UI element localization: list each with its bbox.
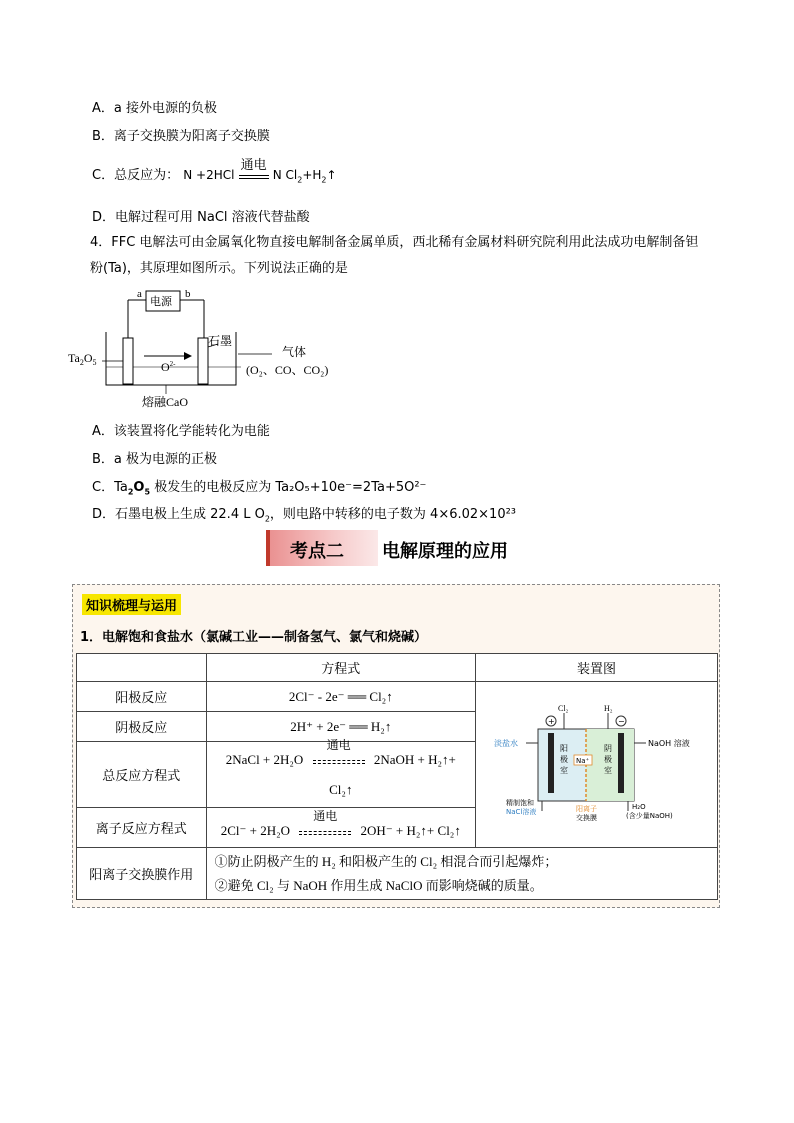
section-tag: 考点二 xyxy=(290,541,344,562)
membrane-label-2: 交换膜 xyxy=(576,813,598,822)
cathode-electrode xyxy=(618,733,624,793)
cathode-room-fill xyxy=(586,729,634,801)
knowledge-heading: 1．电解饱和食盐水（氯碱工业——制备氢气、氯气和烧碱） xyxy=(80,630,428,645)
graphite-electrode xyxy=(198,338,208,384)
row-membrane-function xyxy=(206,848,717,900)
q3-c-condition: 通电 xyxy=(239,169,269,179)
q4-stem-line2: 粉(Ta)，其原理如图所示。下列说法正确的是 xyxy=(90,261,348,276)
row-label-cathode: 阴极反应 xyxy=(77,712,207,742)
cathode-room-2: 极 xyxy=(604,754,613,764)
anode-electrode xyxy=(548,733,554,793)
ionic-condition: 通电 xyxy=(299,817,351,835)
knowledge-badge: 知识梳理与运用 xyxy=(82,594,181,615)
sat-nacl-label-1: 精制饱和 xyxy=(506,798,535,807)
power-label: 电源 xyxy=(150,296,172,308)
oxide-ion-label: $O^{2-}$ xyxy=(161,360,176,374)
water-label-1: H₂O xyxy=(632,802,647,811)
naoh-solution-label: NaOH 溶液 xyxy=(648,738,691,748)
q4-stem-line1: 4．FFC 电解法可由金属氧化物直接电解制备金属单质，西北稀有金属材料研究院利用此法成功电解制备钽 xyxy=(90,235,699,250)
label-b: b xyxy=(185,288,191,300)
table-header-apparatus: 装置图 xyxy=(475,654,717,682)
q3-c-left: N +2HCl xyxy=(183,168,235,182)
table-row xyxy=(77,848,718,900)
minus-sign: − xyxy=(618,716,626,726)
anode-room-1: 阳 xyxy=(560,743,569,753)
dilute-brine-label: 淡盐水 xyxy=(494,738,519,748)
na-ion-label: Na⁺ xyxy=(576,756,590,765)
q4-option-c: C．$Ta_2O_5$ 极发生的电极反应为 Ta₂O₅+10e⁻=2Ta+5O²⁻ xyxy=(92,480,427,497)
q3-option-c xyxy=(92,158,337,185)
row-eq-anode: 2Cl⁻ - 2e⁻ ══ Cl₂↑ xyxy=(206,682,475,712)
brine-electrolysis-apparatus xyxy=(476,703,716,827)
ta2o5-label: $Ta_2O_5$ xyxy=(68,351,97,367)
membrane-function-2: ②避免 Cl₂ 与 NaOH 作用生成 NaClO 而影响烧碱的质量。 xyxy=(214,877,543,893)
q3-c-right: N $Cl_2+H_2↑$ xyxy=(272,168,337,185)
q3-option-b: B．离子交换膜为阳离子交换膜 xyxy=(92,129,270,144)
q4-option-d: D．石墨电极上生成 22.4 L $O_2$，则电路中转移的电子数为 4×6.02×10²³ xyxy=(92,507,517,524)
label-a: a xyxy=(137,288,142,300)
table-header-empty xyxy=(77,654,207,682)
q4-stem xyxy=(90,230,730,282)
anode-room-3: 室 xyxy=(560,765,569,775)
cl2-label: Cl₂ xyxy=(558,703,569,713)
row-label-ionic: 离子反应方程式 xyxy=(77,808,207,848)
total-condition: 通电 xyxy=(313,746,365,764)
water-label-2: (含少量NaOH) xyxy=(626,811,674,820)
plus-sign: + xyxy=(548,716,556,726)
q3-option-d: D．电解过程可用 NaCl 溶液代替盐酸 xyxy=(92,210,310,225)
electrolysis-table xyxy=(76,653,718,900)
membrane-label-1: 阳离子 xyxy=(576,804,598,813)
q3-option-a: A．a 接外电源的负极 xyxy=(92,101,217,116)
molten-cao-label: 熔融CaO xyxy=(142,395,188,409)
row-eq-ionic: 2Cl⁻ + 2H₂O 通电 2OH⁻ + H₂↑+ Cl₂↑ xyxy=(206,808,475,848)
gas-label: 气体 xyxy=(282,345,307,359)
table-row xyxy=(77,682,718,712)
section-title: 电解原理的应用 xyxy=(382,541,508,562)
table-header-equation: 方程式 xyxy=(206,654,475,682)
table-header-row xyxy=(77,654,718,682)
sat-nacl-label-2: NaCl溶液 xyxy=(506,807,537,816)
cathode-room-3: 室 xyxy=(604,765,613,775)
row-label-anode: 阳极反应 xyxy=(77,682,207,712)
membrane-function-1: ①防止阴极产生的 H₂ 和阳极产生的 Cl₂ 相混合而引起爆炸； xyxy=(214,853,558,869)
ta2o5-electrode xyxy=(123,338,133,384)
q4-option-a: A．该装置将化学能转化为电能 xyxy=(92,424,270,439)
apparatus-cell xyxy=(475,682,717,848)
row-label-membrane: 阳离子交换膜作用 xyxy=(77,848,207,900)
anode-room-2: 极 xyxy=(560,754,569,764)
row-eq-total: 2NaCl + 2H₂O 通电 2NaOH + H₂↑+ Cl₂↑ xyxy=(206,742,475,808)
cathode-room-1: 阴 xyxy=(604,743,613,753)
h2-label: H₂ xyxy=(604,703,614,713)
row-label-total: 总反应方程式 xyxy=(77,742,207,808)
q3-c-prefix: C．总反应为： xyxy=(92,168,180,183)
row-eq-cathode: 2H⁺ + 2e⁻ ══ H₂↑ xyxy=(206,712,475,742)
section-tag-bar xyxy=(266,530,270,566)
ffc-electrolysis-diagram xyxy=(66,282,366,412)
graphite-label: 石墨 xyxy=(208,334,233,348)
ion-arrow-icon xyxy=(184,352,192,360)
gas-list-label: (O₂、CO、CO₂) xyxy=(246,363,329,377)
q4-option-b: B．a 极为电源的正极 xyxy=(92,452,218,467)
